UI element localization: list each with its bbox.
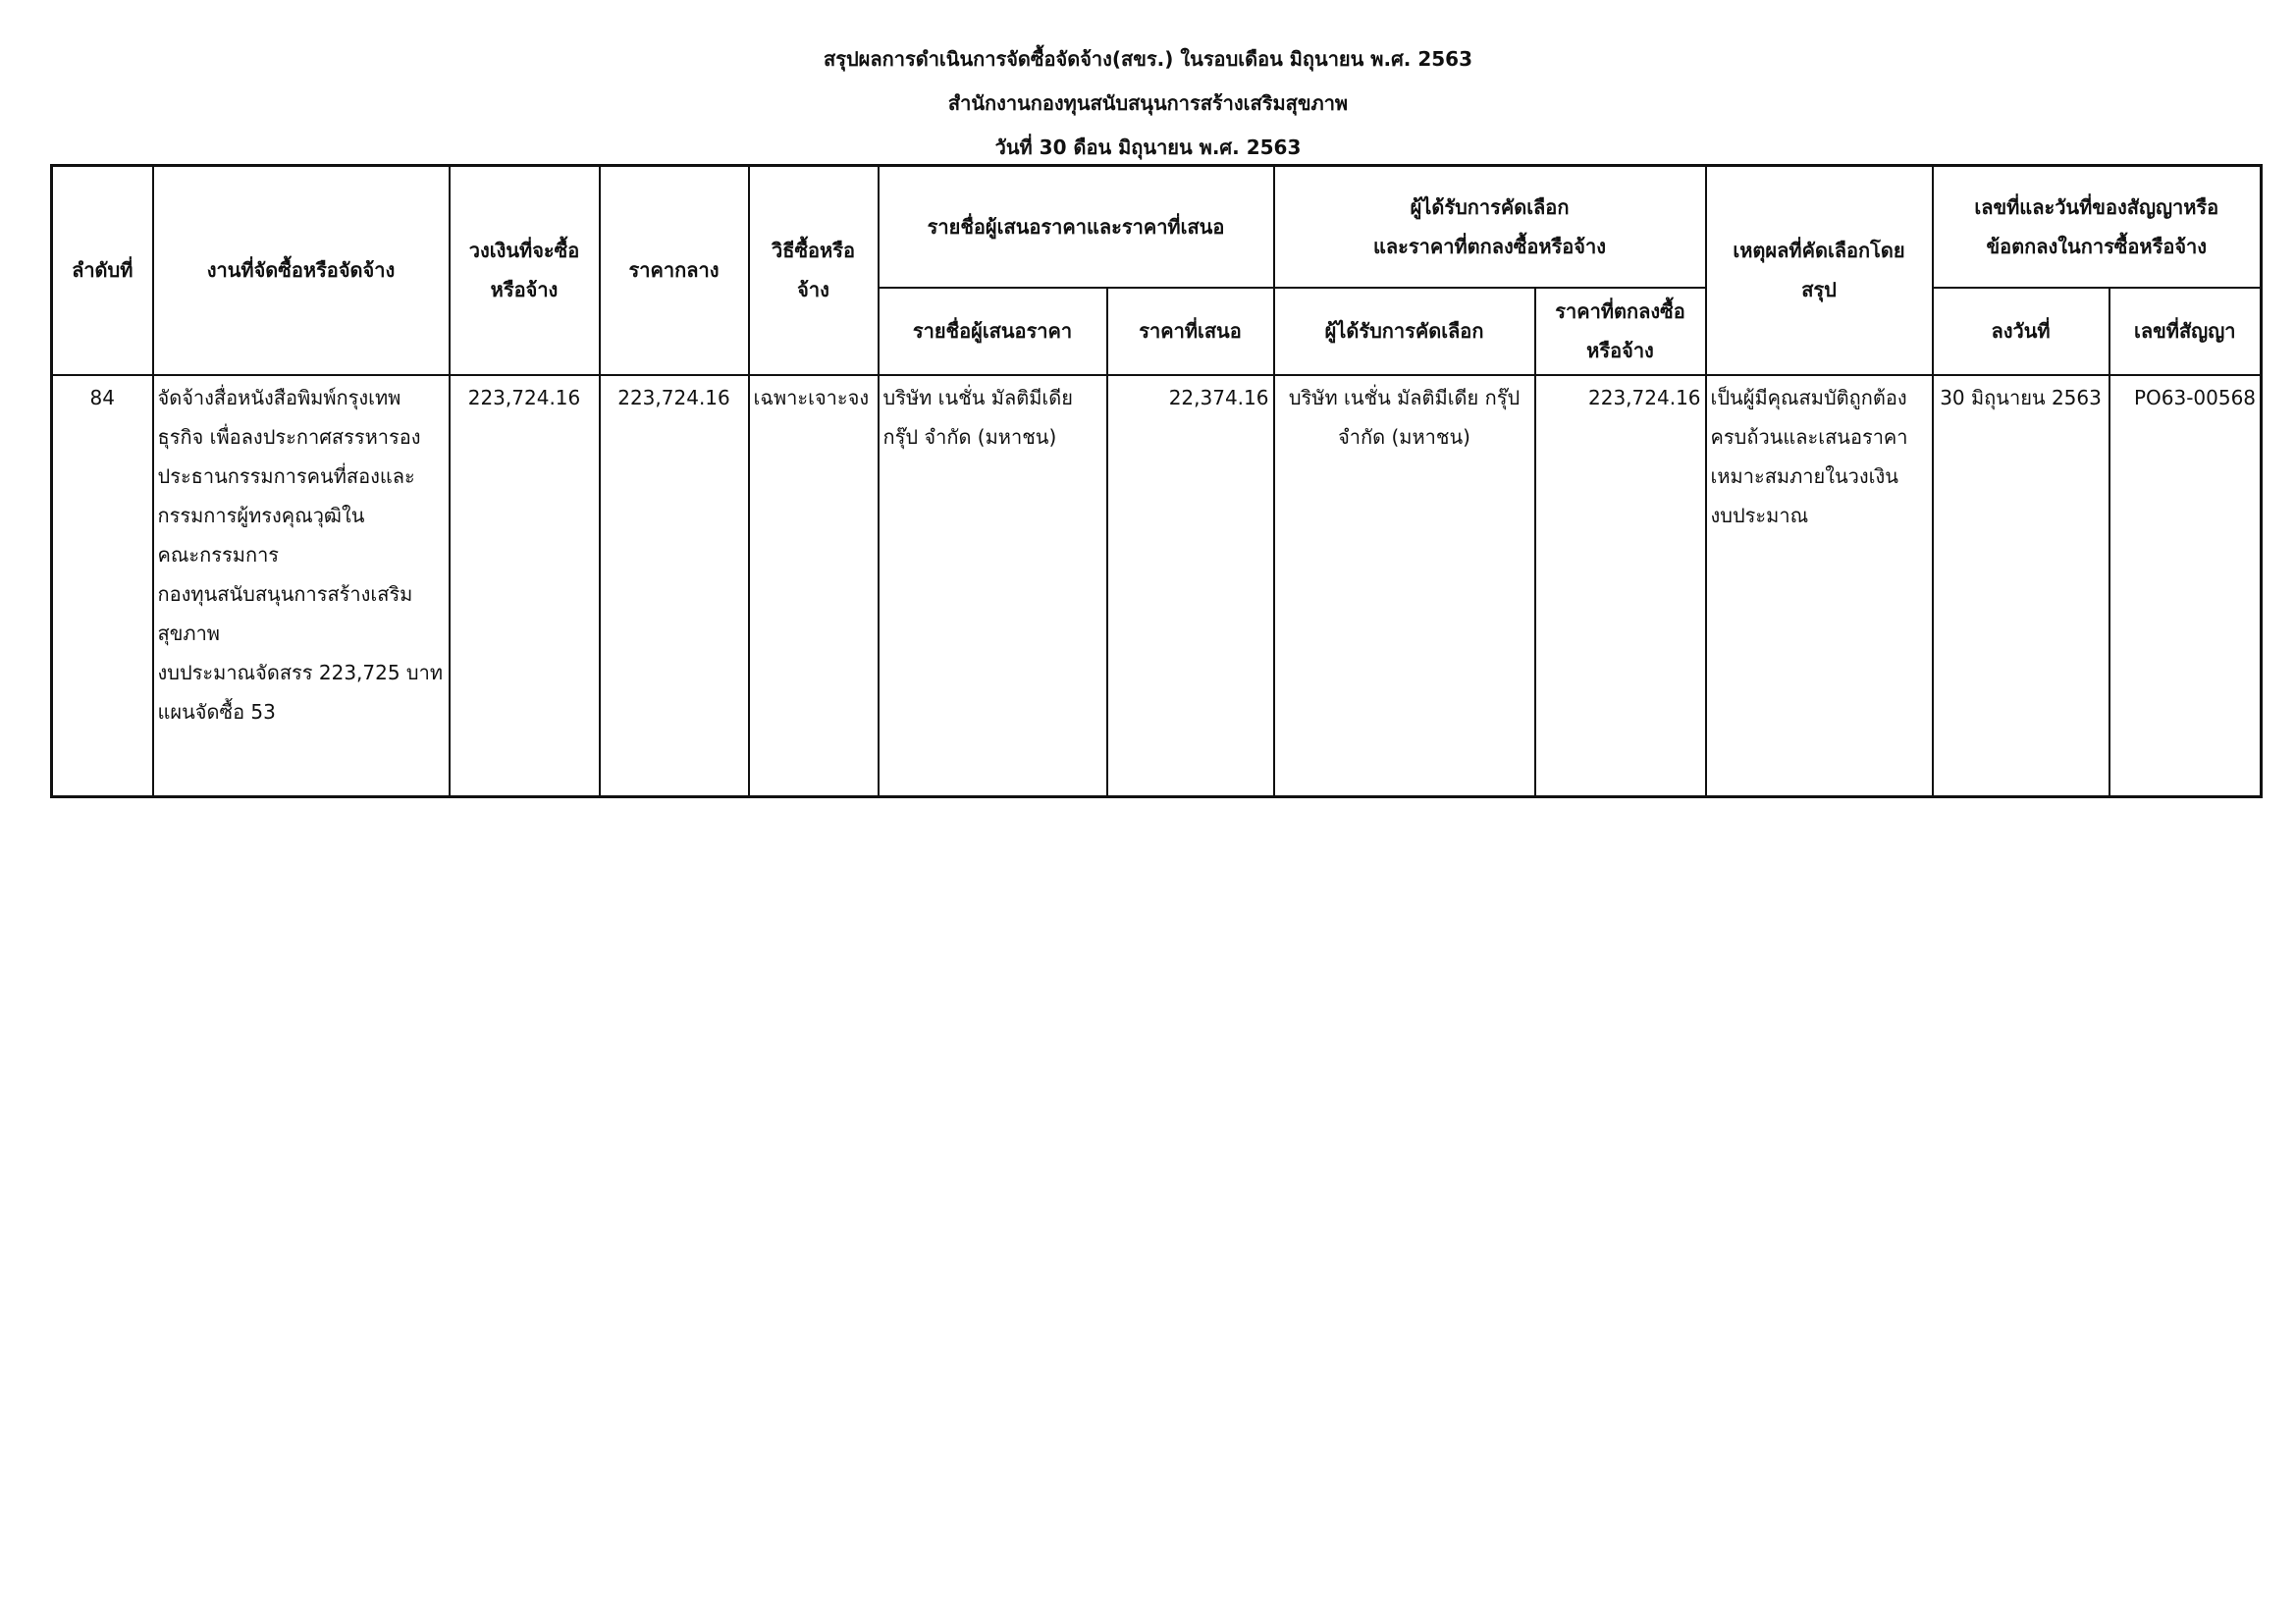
cell-agreed-price: 223,724.16 [1535, 375, 1706, 797]
cell-reason: เป็นผู้มีคุณสมบัติถูกต้อง ครบถ้วนและเสนอราคา เหมาะสมภายในวงเงิน งบประมาณ [1706, 375, 1933, 797]
cell-method: เฉพาะเจาะจง [749, 375, 879, 797]
cell-seq: 84 [52, 375, 153, 797]
cell-bid-price: 22,374.16 [1107, 375, 1274, 797]
col-header-work: งานที่จัดซื้อหรือจัดจ้าง [153, 166, 450, 375]
col-header-agreed-price: ราคาที่ตกลงซื้อ หรือจ้าง [1535, 288, 1706, 375]
col-header-reason: เหตุผลที่คัดเลือกโดย สรุป [1706, 166, 1933, 375]
col-header-budget: วงเงินที่จะซื้อ หรือจ้าง [450, 166, 600, 375]
col-header-median-price: ราคากลาง [600, 166, 749, 375]
col-header-method: วิธีซื้อหรือ จ้าง [749, 166, 879, 375]
cell-contract-no: PO63-00568 [2109, 375, 2262, 797]
organization-name: สำนักงานกองทุนสนับสนุนการสร้างเสริมสุขภาพ [947, 91, 1349, 115]
cell-selected-name: บริษัท เนชั่น มัลติมีเดีย กรุ๊ป จำกัด (มหาชน) [1274, 375, 1535, 797]
report-date: วันที่ 30 ดือน มิถุนายน พ.ศ. 2563 [994, 135, 1302, 159]
cell-contract-date: 30 มิถุนายน 2563 [1933, 375, 2109, 797]
col-header-selected-group: ผู้ได้รับการคัดเลือก และราคาที่ตกลงซื้อหรือจ้าง [1274, 166, 1706, 288]
col-header-bidder-name: รายชื่อผู้เสนอราคา [879, 288, 1107, 375]
cell-budget: 223,724.16 [450, 375, 600, 797]
col-header-bid-price: ราคาที่เสนอ [1107, 288, 1274, 375]
procurement-table [50, 164, 2263, 798]
col-header-contract-no: เลขที่สัญญา [2109, 288, 2262, 375]
document-header [0, 37, 2296, 170]
col-header-seq: ลำดับที่ [52, 166, 153, 375]
col-header-contract-group: เลขที่และวันที่ของสัญญาหรือ ข้อตกลงในการซื้อหรือจ้าง [1933, 166, 2262, 288]
header-row-primary [52, 166, 2262, 288]
cell-work: จัดจ้างสื่อหนังสือพิมพ์กรุงเทพ ธุรกิจ เพื่อลงประกาศสรรหารอง ประธานกรรมการคนที่สองและ กรรมการผู้ทรงคุณวุฒิใน คณะกรรมการ กองทุนสนับสนุนการสร้างเสริม สุขภาพ งบประมาณจัดสรร 223,725 บาท แผนจัดซื้อ 53 [153, 375, 450, 797]
col-header-contract-date: ลงวันที่ [1933, 288, 2109, 375]
col-header-selected-name: ผู้ได้รับการคัดเลือก [1274, 288, 1535, 375]
report-title: สรุปผลการดำเนินการจัดซื้อจัดจ้าง(สขร.) ในรอบเดือน มิถุนายน พ.ศ. 2563 [824, 47, 1472, 71]
cell-median-price: 223,724.16 [600, 375, 749, 797]
table-row [52, 375, 2262, 797]
cell-bidder-name: บริษัท เนชั่น มัลติมีเดีย กรุ๊ป จำกัด (มหาชน) [879, 375, 1107, 797]
col-header-bidders-group: รายชื่อผู้เสนอราคาและราคาที่เสนอ [879, 166, 1274, 288]
